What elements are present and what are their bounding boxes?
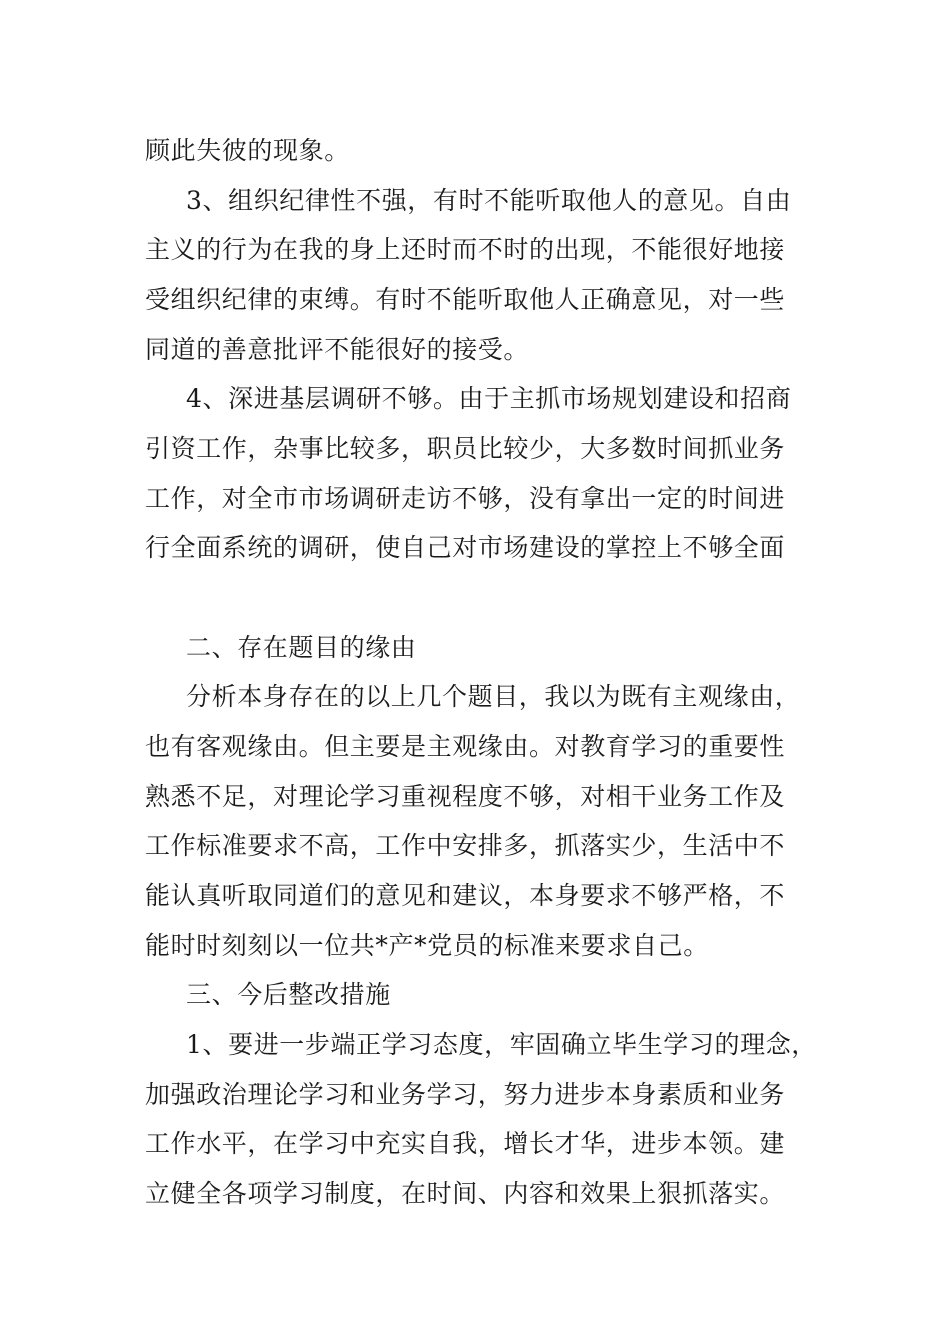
- text-line: 加强政治理论学习和业务学习，努力进步本身素质和业务: [145, 1080, 786, 1109]
- text-line: 主义的行为在我的身上还时而不时的出现，不能很好地接: [145, 235, 786, 264]
- text-line: 熟悉不足，对理论学习重视程度不够，对相干业务工作及: [145, 782, 786, 811]
- text-line: 1、要进一步端正学习态度，牢固确立毕生学习的理念，: [186, 1030, 817, 1059]
- text-line: 4、深进基层调研不够。由于主抓市场规划建设和招商: [186, 384, 792, 413]
- text-line: 3、组织纪律性不强，有时不能听取他人的意见。自由: [186, 186, 792, 215]
- section-heading: 二、存在题目的缘由: [186, 633, 417, 662]
- text-line: 分析本身存在的以上几个题目，我以为既有主观缘由，: [186, 682, 801, 711]
- text-line: 行全面系统的调研，使自己对市场建设的掌控上不够全面: [145, 533, 786, 562]
- text-line: 能时时刻刻以一位共*产*党员的标准来要求自己。: [145, 931, 709, 960]
- text-line: 工作，对全市市场调研走访不够，没有拿出一定的时间进: [145, 484, 786, 513]
- text-line: 引资工作，杂事比较多，职员比较少，大多数时间抓业务: [145, 434, 786, 463]
- text-line: 能认真听取同道们的意见和建议，本身要求不够严格，不: [145, 881, 786, 910]
- section-heading: 三、今后整改措施: [186, 980, 391, 1009]
- text-line: 同道的善意批评不能很好的接受。: [145, 335, 530, 364]
- text-line: 顾此失彼的现象。: [145, 136, 350, 165]
- text-line: 工作水平，在学习中充实自我，增长才华，进步本领。建: [145, 1129, 786, 1158]
- text-line: 立健全各项学习制度，在时间、内容和效果上狠抓落实。: [145, 1179, 786, 1208]
- text-line: 工作标准要求不高，工作中安排多，抓落实少，生活中不: [145, 831, 786, 860]
- text-line: 也有客观缘由。但主要是主观缘由。对教育学习的重要性: [145, 732, 786, 761]
- text-line: 受组织纪律的束缚。有时不能听取他人正确意见，对一些: [145, 285, 786, 314]
